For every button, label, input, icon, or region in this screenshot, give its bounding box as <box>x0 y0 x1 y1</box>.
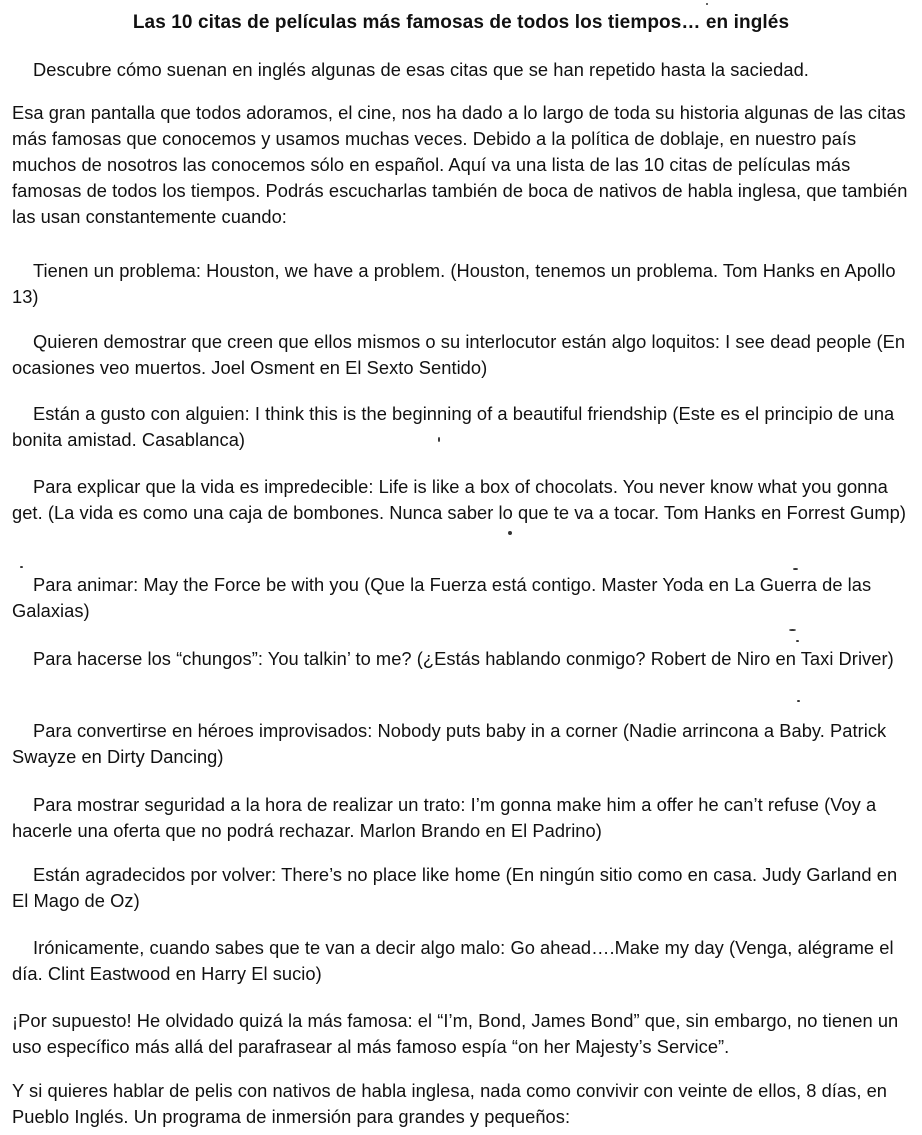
scan-speck <box>789 629 796 631</box>
scan-speck <box>706 3 708 5</box>
scan-speck <box>438 437 440 442</box>
body-paragraph: Esa gran pantalla que todos adoramos, el cine, nos ha dado a lo largo de toda su historia algunas de las citas más famosas que conocemos y usamos muchas veces. Debido a la política de doblaje, en nuestro país muchos de nosotros las conocemos sólo en español. Aquí va una lista de las 10 citas de películas más famosas de todos los tiempos. Podrás escucharlas también de boca de nativos de habla inglesa, que también las usan constantemente cuando: <box>12 102 908 227</box>
scan-speck <box>793 568 798 570</box>
quote-item-houston: Tienen un problema: Houston, we have a problem. (Houston, tenemos un problema. Tom Hanks en Apollo 13) <box>12 260 896 307</box>
quote-item-home: Están agradecidos por volver: There’s no place like home (En ningún sitio como en casa. Judy Garland en El Mago de Oz) <box>12 864 898 911</box>
scan-speck <box>796 640 799 642</box>
scan-speck <box>797 700 800 702</box>
closing-paragraph: Y si quieres hablar de pelis con nativos de habla inglesa, nada como convivir con veinte de ellos, 8 días, en Pueblo Inglés. Un programa de inmersión para grandes y pequeños: <box>12 1080 888 1127</box>
intro-paragraph: Descubre cómo suenan en inglés algunas de esas citas que se han repetido hasta la saciedad. <box>33 59 809 80</box>
quote-item-baby: Para convertirse en héroes improvisados: Nobody puts baby in a corner (Nadie arrincona a Baby. Patrick Swayze en Dirty Dancing) <box>12 720 887 767</box>
quote-item-talkin: Para hacerse los “chungos”: You talkin’ to me? (¿Estás hablando conmigo? Robert de Niro en Taxi Driver) <box>33 648 894 669</box>
quote-item-make-my-day: Irónicamente, cuando sabes que te van a decir algo malo: Go ahead….Make my day (Venga, alégrame el día. Clint Eastwood en Harry El sucio) <box>12 937 894 984</box>
bond-paragraph: ¡Por supuesto! He olvidado quizá la más famosa: el “I’m, Bond, James Bond” que, sin embargo, no tienen un uso específico más allá del parafrasear al más famoso espía “on her Majesty’s Service”. <box>12 1010 899 1057</box>
quote-item-dead-people: Quieren demostrar que creen que ellos mismos o su interlocutor están algo loquitos: I see dead people (En ocasiones veo muertos. Joel Osment en El Sexto Sentido) <box>12 331 906 378</box>
scan-speck <box>508 531 512 535</box>
quote-item-force: Para animar: May the Force be with you (Que la Fuerza está contigo. Master Yoda en La Guerra de las Galaxias) <box>12 574 872 621</box>
quote-item-offer: Para mostrar seguridad a la hora de realizar un trato: I’m gonna make him a offer he can’t refuse (Voy a hacerle una oferta que no podrá rechazar. Marlon Brando en El Padrino) <box>12 794 877 841</box>
scan-speck <box>20 566 23 568</box>
quote-item-friendship: Están a gusto con alguien: I think this is the beginning of a beautiful friendship (Este es el principio de una bonita amistad. Casablanca) <box>12 403 895 450</box>
quote-item-chocolates: Para explicar que la vida es impredecible: Life is like a box of chocolats. You never know what you gonna get. (La vida es como una caja de bombones. Nunca saber lo que te va a tocar. Tom Hanks en Forrest Gump) <box>12 476 907 523</box>
page-title: Las 10 citas de películas más famosas de todos los tiempos… en inglés <box>132 12 790 33</box>
